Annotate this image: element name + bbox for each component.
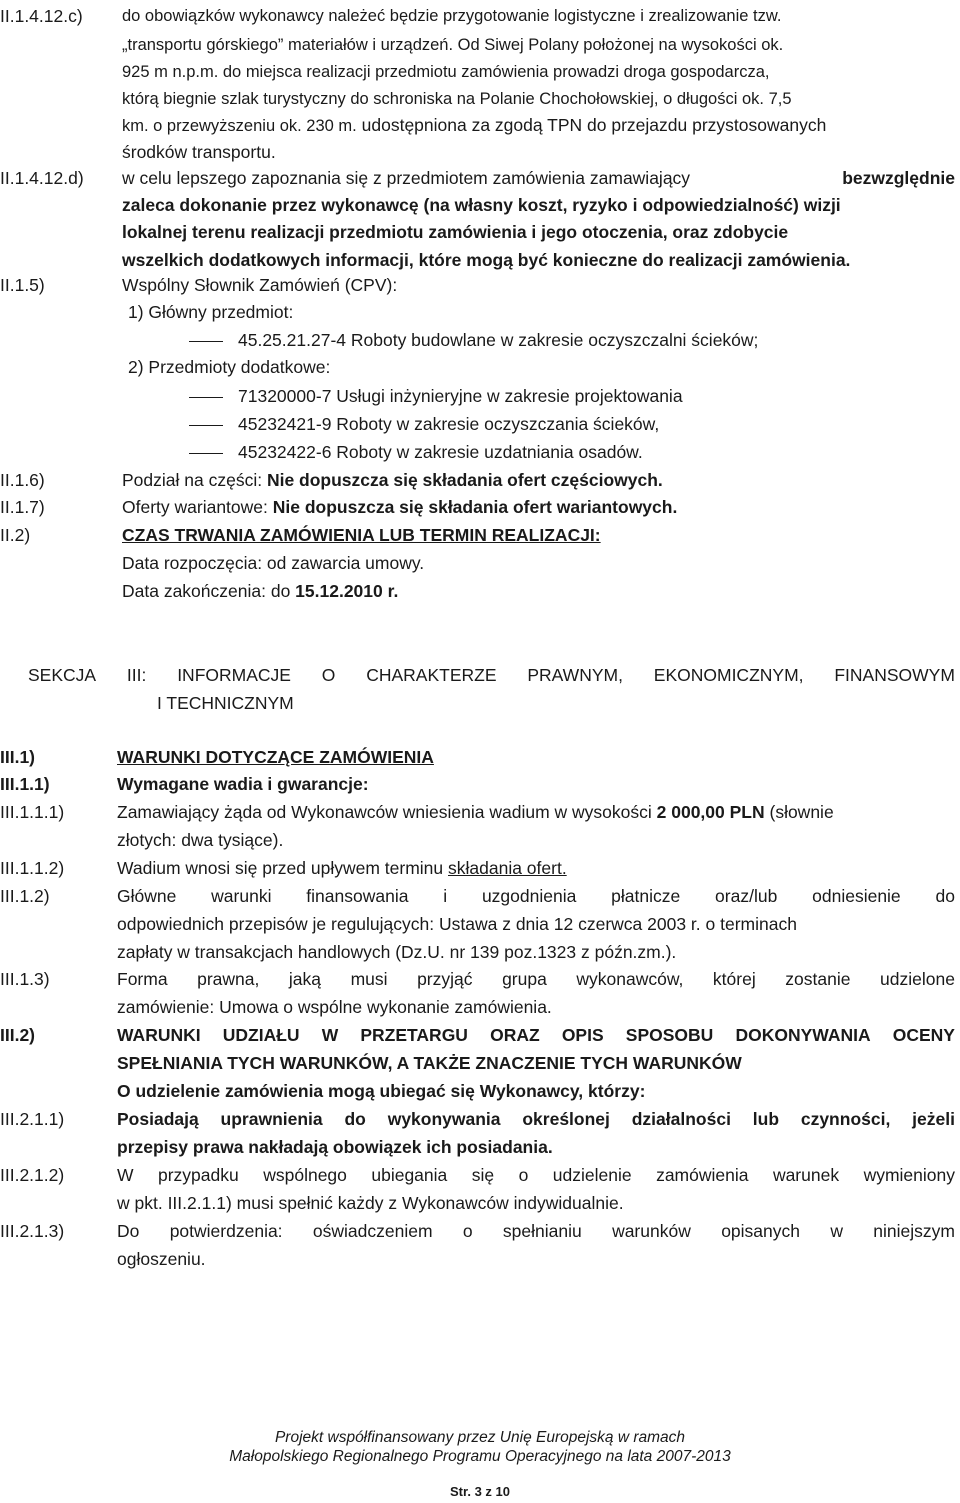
text-variants: Oferty wariantowe: Nie dopuszcza się składania ofert wariantowych. (122, 497, 678, 517)
cpv-additional-item: 71320000-7 Usługi inżynieryjne w zakresie projektowania (238, 386, 683, 406)
heading-word: CHARAKTERZE (366, 665, 497, 685)
label-iii-2: III.2) (0, 1025, 36, 1045)
text-iii-2-1-3-cont: ogłoszeniu. (117, 1249, 206, 1269)
cpv-additional-item: 45232421-9 Roboty w zakresie oczyszczania ścieków, (238, 414, 660, 434)
text-d2: zaleca dokonanie przez wykonawcę (na własny koszt, ryzyko i odpowiedzialność) wizji (122, 195, 841, 215)
text-iii-1-2-cont: zapłaty w transakcjach handlowych (Dz.U. nr 139 poz.1323 z późn.zm.). (117, 942, 677, 962)
text-parts: Podział na części: Nie dopuszcza się składania ofert częściowych. (122, 470, 663, 490)
text-c5: km. o przewyższeniu ok. 230 m. udostępniona za zgodą TPN do przejazdu przystosowanych (122, 115, 827, 135)
text-duration-heading: CZAS TRWANIA ZAMÓWIENIA LUB TERMIN REALIZACJI: (122, 525, 601, 545)
text-d3: lokalnej terenu realizacji przedmiotu zamówienia i jego otoczenia, oraz zdobycie (122, 222, 789, 242)
heading-word: INFORMACJE (177, 665, 291, 685)
label-iii-2-1-2: III.2.1.2) (0, 1165, 65, 1185)
cpv-main-heading: 1) Główny przedmiot: (128, 302, 294, 322)
label-iii-2-1-3: III.2.1.3) (0, 1221, 65, 1241)
bullet-dash (189, 397, 223, 398)
cpv-heading: Wspólny Słownik Zamówień (CPV): (122, 275, 398, 295)
footer-line-1: Projekt współfinansowany przez Unię Europejską w ramach (274, 1429, 686, 1446)
footer-line-2: Małopolskiego Regionalnego Programu Operacyjnego na lata 2007-2013 (229, 1448, 731, 1465)
text-iii-1-3: Forma prawna, jaką musi przyjąć grupa wykonawców, której zostanie udzielone (117, 969, 955, 989)
label-iii-1: III.1) (0, 747, 36, 767)
text-c2: „transportu górskiego” materiałów i urządzeń. Od Siwej Polany położonej na wysokości ok. (122, 36, 784, 54)
cpv-additional-item: 45232422-6 Roboty w zakresie uzdatniania osadów. (238, 442, 643, 462)
label-iii-2-1-1: III.2.1.1) (0, 1109, 65, 1129)
section-iii-heading-cont: I TECHNICZNYM (157, 693, 294, 713)
text-iii-1-1-1-cont: złotych: dwa tysiące). (117, 830, 284, 850)
label-ii-1-4-12-d: II.1.4.12.d) (0, 168, 84, 188)
text-iii-2-1-1-cont: przepisy prawa nakładają obowiązek ich posiadania. (117, 1137, 553, 1157)
text-iii-2-1-2-cont: w pkt. III.2.1.1) musi spełnić każdy z Wykonawców indywidualnie. (117, 1193, 624, 1213)
heading-word: EKONOMICZNYM, (653, 665, 804, 685)
label-iii-1-3: III.1.3) (0, 969, 50, 989)
bullet-dash (189, 425, 223, 426)
text-iii-1-3-cont: zamówienie: Umowa o wspólne wykonanie zamówienia. (117, 997, 552, 1017)
label-ii-2: II.2) (0, 525, 31, 545)
text-iii-1-2: Główne warunki finansowania i uzgodnienia płatnicze oraz/lub odniesienie do (117, 886, 955, 906)
heading-word: PRAWNYM, (527, 665, 623, 685)
text-iii-2-1-3: Do potwierdzenia: oświadczeniem o spełnianiu warunków opisanych w niniejszym (117, 1221, 955, 1241)
text-iii-2-cont: SPEŁNIANIA TYCH WARUNKÓW, A TAKŻE ZNACZENIE TYCH WARUNKÓW (117, 1053, 742, 1073)
label-iii-1-1: III.1.1) (0, 774, 50, 794)
text-c6: środków transportu. (122, 142, 276, 162)
text-end-date: Data zakończenia: do 15.12.2010 r. (122, 581, 399, 601)
label-ii-1-7: II.1.7) (0, 497, 45, 517)
text-c1: do obowiązków wykonawcy należeć będzie przygotowanie logistyczne i zrealizowanie tzw. (122, 7, 782, 25)
page-number: Str. 3 z 10 (450, 1484, 510, 1499)
text-iii-1-1: Wymagane wadia i gwarancje: (117, 774, 369, 794)
label-iii-1-2: III.1.2) (0, 886, 50, 906)
text-start-date: Data rozpoczęcia: od zawarcia umowy. (122, 553, 425, 573)
label-ii-1-6: II.1.6) (0, 470, 45, 490)
text-iii-2-1-1: Posiadają uprawnienia do wykonywania określonej działalności lub czynności, jeżeli (117, 1109, 955, 1129)
heading-word: FINANSOWYM (834, 665, 955, 685)
cpv-main-item: 45.25.21.27-4 Roboty budowlane w zakresie oczyszczalni ścieków; (238, 330, 759, 350)
label-iii-1-1-1: III.1.1.1) (0, 802, 65, 822)
text-iii-2-1-2: W przypadku wspólnego ubiegania się o udzielenie zamówienia warunek wymieniony (117, 1165, 955, 1185)
heading-word: SEKCJA (28, 665, 97, 685)
text-iii-2-intro: O udzielenie zamówienia mogą ubiegać się Wykonawcy, którzy: (117, 1081, 646, 1101)
heading-word: O (321, 665, 336, 685)
label-ii-1-5: II.1.5) (0, 275, 45, 295)
section-iii-heading (28, 663, 955, 687)
text-iii-2: WARUNKI UDZIAŁU W PRZETARGU ORAZ OPIS SPOSOBU DOKONYWANIA OCENY (117, 1025, 955, 1045)
bullet-dash (189, 341, 223, 342)
text-c3: 925 m n.p.m. do miejsca realizacji przedmiotu zamówienia prowadzi droga gospodarcza, (122, 63, 770, 81)
text-d4: wszelkich dodatkowych informacji, które mogą być konieczne do realizacji zamówienia. (122, 250, 851, 270)
heading-word: III: (126, 665, 147, 685)
text-iii-1-1-1: Zamawiający żąda od Wykonawców wniesienia wadium w wysokości 2 000,00 PLN (słownie (117, 802, 834, 822)
text-c4: którą biegnie szlak turystyczny do schroniska na Polanie Chochołowskiej, o długości ok. 7,5 (122, 90, 792, 108)
bullet-dash (189, 453, 223, 454)
text-d1: w celu lepszego zapoznania się z przedmiotem zamówienia zamawiający bezwzględnie (122, 168, 955, 188)
text-iii-1-2-cont: odpowiednich przepisów je regulujących: Ustawa z dnia 12 czerwca 2003 r. o terminach (117, 914, 797, 934)
label-ii-1-4-12-c: II.1.4.12.c) (0, 6, 83, 26)
label-iii-1-1-2: III.1.1.2) (0, 858, 65, 878)
text-iii-1-1-2: Wadium wnosi się przed upływem terminu składania ofert. (117, 858, 567, 878)
cpv-additional-heading: 2) Przedmioty dodatkowe: (128, 357, 331, 377)
text-iii-1: WARUNKI DOTYCZĄCE ZAMÓWIENIA (117, 747, 434, 767)
